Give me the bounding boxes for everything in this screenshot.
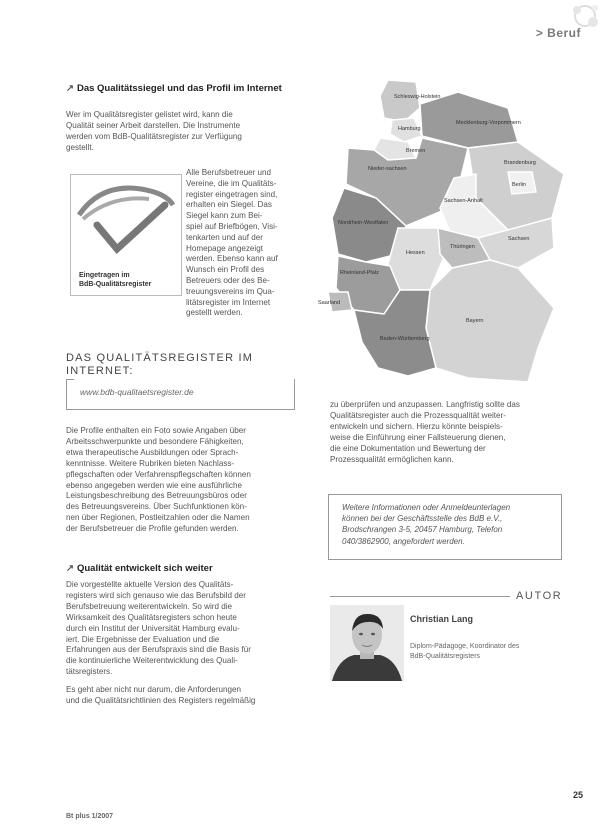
germany-map: [318, 78, 568, 396]
map-label-thueringen: Thüringen: [450, 244, 475, 250]
map-label-sachsen: Sachsen: [508, 236, 530, 242]
url-box-edge: [66, 379, 67, 409]
map-label-baden-wuerttemberg: Baden-Württemberg: [380, 336, 430, 342]
author-name: Christian Lang: [410, 614, 474, 624]
section-label: > Beruf: [535, 26, 581, 40]
map-label-rheinland-pfalz: Rheinland-Pfalz: [340, 270, 379, 276]
section-heading-quality-develops: ↗ Qualität entwickelt sich weiter: [66, 563, 213, 574]
register-url-link[interactable]: www.bdb-qualitaetsregister.de: [80, 387, 194, 397]
map-label-bremen: Bremen: [406, 148, 426, 154]
quality-seal-image: Eingetragen im BdB-Qualitätsregister: [70, 174, 182, 296]
map-label-brandenburg: Brandenburg: [504, 160, 536, 166]
paragraph-intro: Wer im Qualitätsregister gelistet wird, kann die Qualität seiner Arbeit darstellen. Die Instrumente werden vom BdB-Qualitätsregister zur Verfügung gestellt.: [66, 110, 242, 152]
map-label-bayern: Bayern: [466, 318, 484, 324]
map-label-sachsen-anhalt: Sachsen-Anhalt: [444, 198, 483, 204]
map-label-saarland: Saarland: [318, 300, 341, 306]
map-label-berlin: Berlin: [512, 182, 527, 188]
checkmark-swoosh-icon: [71, 175, 181, 265]
author-divider: [330, 596, 510, 597]
paragraph-seal: Alle Berufsbetreuer und Vereine, die im Qualitäts- register eingetragen sind, erhalten ein Siegel. Das Siegel kann zum Bei- spiel auf Briefbögen, Visi- tenkarten und auf der Homepage angezeigt werden. Ebenso kann auf Wunsch ein Profil des Betreuers oder des Be- treuungsvereins im Qua- litätsregister im Internet gestellt werden.: [186, 168, 278, 318]
map-label-niedersachsen: Nieder-sachsen: [368, 166, 407, 172]
author-heading: AUTOR: [516, 590, 563, 602]
register-online-heading: DAS QUALITÄTSREGISTER IM INTERNET:: [66, 352, 254, 377]
page-number: 25: [573, 790, 584, 800]
author-photo: [330, 605, 404, 681]
author-description: Diplom-Pädagoge, Koordinator des BdB-Qualitätsregisters: [410, 643, 520, 660]
map-region-schleswig-holstein: [380, 80, 420, 122]
section-heading-quality-seal: ↗ Das Qualitätssiegel und das Profil im Internet: [66, 83, 282, 94]
map-label-hessen: Hessen: [406, 250, 425, 256]
map-label-mecklenburg: Mecklenburg-Vorpommern: [456, 120, 521, 126]
map-label-hamburg: Hamburg: [398, 126, 421, 132]
url-box-edge: [66, 379, 74, 380]
map-label-schleswig-holstein: Schleswig-Holstein: [394, 94, 441, 100]
paragraph-requirements: Es geht aber nicht nur darum, die Anforderungen und die Qualitätsrichtlinien des Registers regelmäßig: [66, 685, 256, 705]
arrow-icon: ↗: [66, 83, 74, 94]
info-box-text: Weitere Informationen oder Anmeldeunterlagen können bei der Geschäftsstelle des BdB e.V., Brodschrangen 3-5, 20457 Hamburg, Telefon 040/3862900, angefordert werden.: [342, 503, 511, 546]
arrow-icon: ↗: [66, 563, 74, 574]
map-region-bayern: [426, 260, 554, 382]
map-label-nrw: Nordrhein-Westfalen: [338, 220, 389, 226]
paragraph-process-quality: zu überprüfen und anzupassen. Langfristig sollte das Qualitätsregister auch die Prozessqualität weiter- entwickeln und sichern. Hierzu könnte beispiels- weise die Einführung einer Fallsteuerung dienen, die eine Dokumentation und Bewertung der Prozessqualität ermöglichen kann.: [330, 400, 520, 464]
paragraph-profiles: Die Profile enthalten ein Foto sowie Angaben über Arbeitsschwerpunkte und besondere Fähigkeiten, etwa therapeutische Ausbildungen oder Sprach- kenntnisse. Weitere Rubriken bieten Nachlass- pflegschaften oder Verfahrenspflegschaften können ebenso angegeben werden wie eine ausführliche Leistungsbeschreibung des Betreuungsbüros oder des Betreuungsvereins. Über Suchfunktionen kön- nen über Regionen, Postleitzahlen oder die Namen der Berufsbetreuer die Profile gefunden werden.: [66, 426, 251, 534]
publication-footer: Bt plus 1/2007: [66, 813, 114, 820]
paragraph-development: Die vorgestellte aktuelle Version des Qualitäts- registers wird sich genauso wie das Berufsbild der Berufsbetreuung weiterentwickeln. So wird die Wirksamkeit des Qualitätsregisters schon heute durch ein Institut der Universität Hamburg evalu- iert. Die Ergebnisse der Evaluation und die Erfahrungen aus der Berufspraxis sind die Basis für die kontinuierliche Weiterentwicklung des Quali- tätsregisters.: [66, 580, 251, 677]
